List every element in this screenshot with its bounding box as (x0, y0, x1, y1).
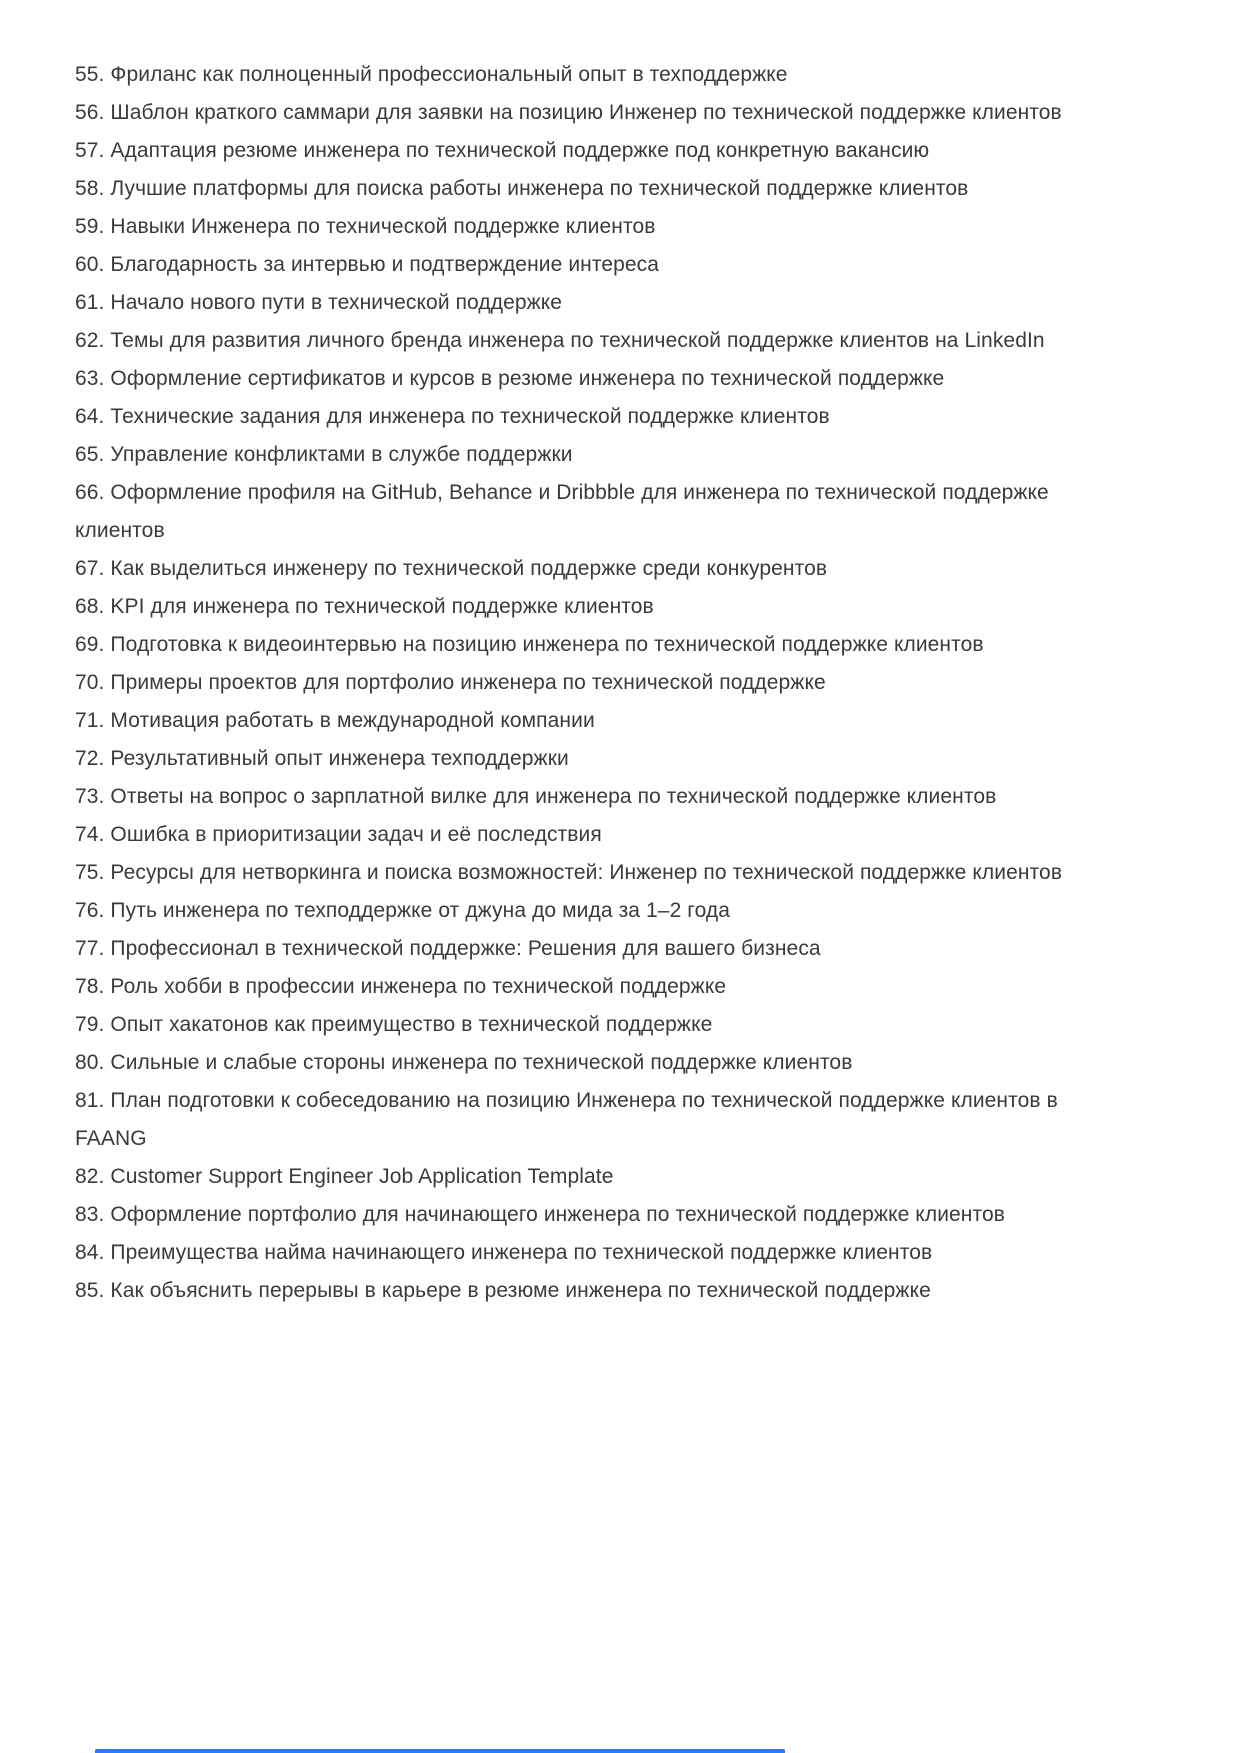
topic-list (75, 56, 1065, 1310)
list-item: 71. Мотивация работать в международной компании (75, 709, 595, 732)
bottom-accent-bar (95, 1749, 785, 1753)
list-item: 57. Адаптация резюме инженера по технической поддержке под конкретную вакансию (75, 139, 930, 162)
list-item: 85. Как объяснить перерывы в карьере в резюме инженера по технической поддержке (75, 1279, 931, 1302)
list-item: 74. Ошибка в приоритизации задач и её последствия (75, 823, 602, 846)
list-item: 63. Оформление сертификатов и курсов в резюме инженера по технической поддержке (75, 367, 945, 390)
list-item: 77. Профессионал в технической поддержке: Решения для вашего бизнеса (75, 937, 821, 960)
list-item: 75. Ресурсы для нетворкинга и поиска возможностей: Инженер по технической поддержке клиентов (75, 861, 1063, 884)
list-item: 81. План подготовки к собеседованию на позицию Инженера по технической поддержке клиентов в FAANG (75, 1089, 1058, 1150)
list-item: 80. Сильные и слабые стороны инженера по технической поддержке клиентов (75, 1051, 853, 1074)
list-item: 79. Опыт хакатонов как преимущество в технической поддержке (75, 1013, 713, 1036)
list-item: 67. Как выделиться инженеру по технической поддержке среди конкурентов (75, 557, 828, 580)
list-item: 62. Темы для развития личного бренда инженера по технической поддержке клиентов на LinkedIn (75, 329, 1045, 352)
list-item: 56. Шаблон краткого саммари для заявки на позицию Инженер по технической поддержке клиентов (75, 101, 1062, 124)
list-item: 55. Фриланс как полноценный профессиональный опыт в техподдержке (75, 63, 788, 86)
list-item: 59. Навыки Инженера по технической поддержке клиентов (75, 215, 656, 238)
list-item: 72. Результативный опыт инженера техподдержки (75, 747, 569, 770)
list-item: 58. Лучшие платформы для поиска работы инженера по технической поддержке клиентов (75, 177, 969, 200)
list-item: 64. Технические задания для инженера по технической поддержке клиентов (75, 405, 830, 428)
list-item: 68. KPI для инженера по технической поддержке клиентов (75, 595, 654, 618)
list-item: 61. Начало нового пути в технической поддержке (75, 291, 563, 314)
list-item: 66. Оформление профиля на GitHub, Behance и Dribbble для инженера по технической поддержке клиентов (75, 481, 1049, 542)
list-item: 84. Преимущества найма начинающего инженера по технической поддержке клиентов (75, 1241, 933, 1264)
list-item: 82. Customer Support Engineer Job Application Template (75, 1165, 614, 1188)
list-item: 69. Подготовка к видеоинтервью на позицию инженера по технической поддержке клиентов (75, 633, 984, 656)
list-item: 65. Управление конфликтами в службе поддержки (75, 443, 573, 466)
list-item: 78. Роль хобби в профессии инженера по технической поддержке (75, 975, 727, 998)
list-item: 73. Ответы на вопрос о зарплатной вилке для инженера по технической поддержке клиентов (75, 785, 997, 808)
list-item: 83. Оформление портфолио для начинающего инженера по технической поддержке клиентов (75, 1203, 1006, 1226)
list-item: 60. Благодарность за интервью и подтверждение интереса (75, 253, 660, 276)
list-item: 70. Примеры проектов для портфолио инженера по технической поддержке (75, 671, 826, 694)
list-item: 76. Путь инженера по техподдержке от джуна до мида за 1–2 года (75, 899, 731, 922)
